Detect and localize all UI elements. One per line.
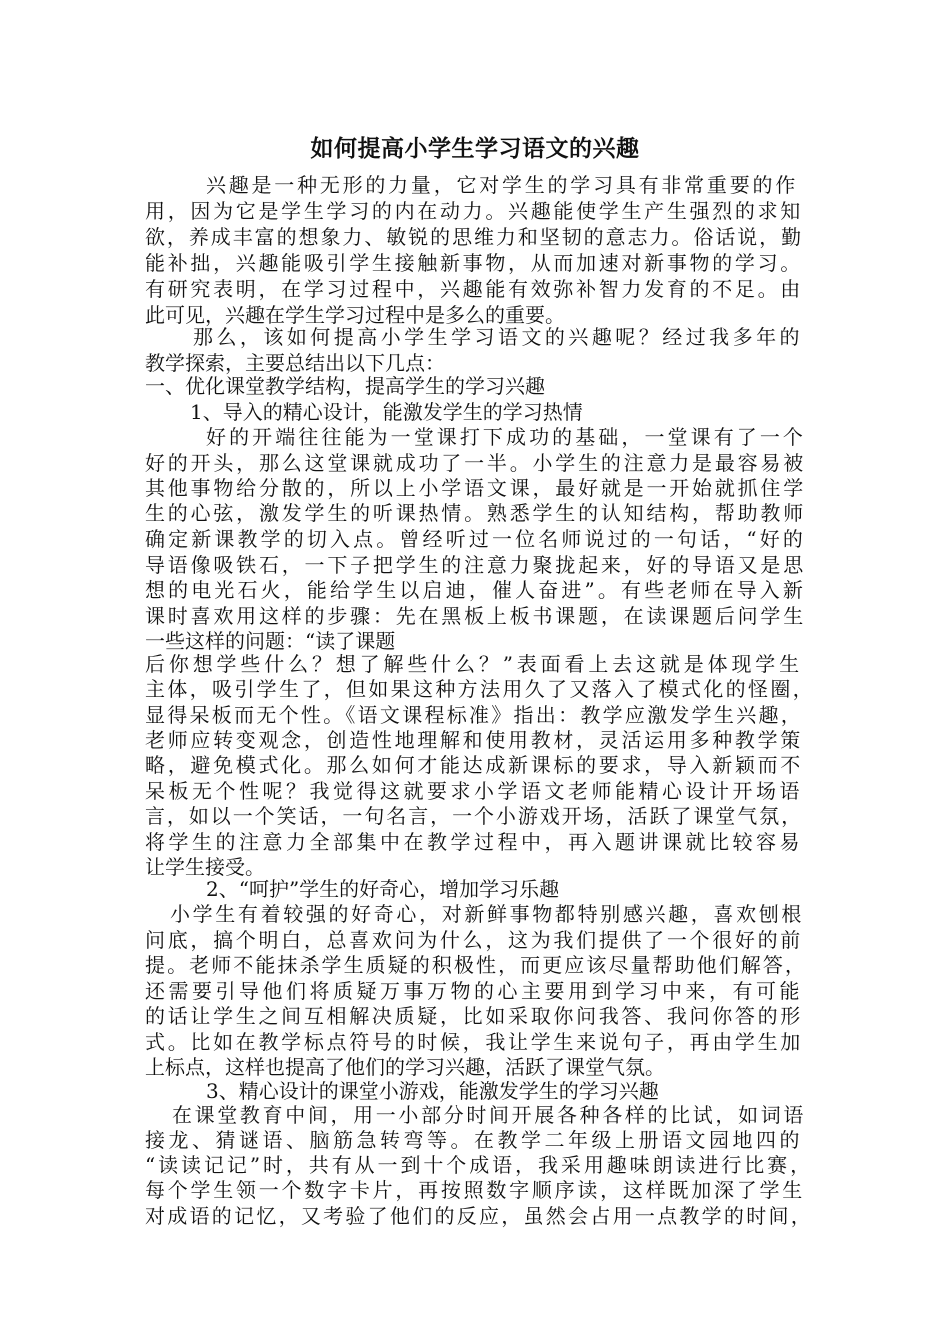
document-title: 如何提高小学生学习语文的兴趣: [310, 136, 640, 162]
text-line: 兴趣是一种无形的力量，它对学生的学习具有非常重要的作: [206, 173, 798, 197]
text-line: 上标点，这样也提高了他们的学习兴趣，活跃了课堂气氛。: [145, 1055, 665, 1079]
text-line: 老师应转变观念，创造性地理解和使用教材，灵活运用多种教学策: [145, 728, 803, 752]
text-line: 式。比如在教学标点符号的时候，我让学生来说句子，再由学生加: [145, 1030, 803, 1054]
text-line: 提。老师不能抹杀学生质疑的积极性，而更应该尽量帮助他们解答，: [145, 953, 807, 977]
text-line: 后你想学些什么？想了解些什么？”表面看上去这就是体现学生: [145, 652, 803, 676]
text-line: 确定新课教学的切入点。曾经听过一位名师说过的一句话，“好的: [145, 527, 806, 551]
text-line: 2、“呵护”学生的好奇心，增加学习乐趣: [206, 877, 560, 901]
text-line: 好的开头，那么这堂课就成功了一半。小学生的注意力是最容易被: [145, 451, 806, 475]
text-line: 一、优化课堂教学结构，提高学生的学习兴趣: [145, 374, 545, 398]
text-line: 欲，养成丰富的想象力、敏锐的思维力和坚韧的意志力。俗话说，勤: [145, 225, 803, 249]
text-line: 一些这样的问题：“读了课题: [145, 629, 396, 653]
text-line: 对成语的记忆，又考验了他们的反应，虽然会占用一点教学的时间，: [145, 1204, 813, 1228]
text-line: 其他事物给分散的，所以上小学语文课，最好就是一开始就抓住学: [145, 476, 806, 500]
text-line: 让学生接受。: [145, 855, 265, 879]
text-line: 将学生的注意力全部集中在教学过程中，再入题讲课就比较容易: [145, 830, 803, 854]
text-line: 有研究表明，在学习过程中，兴趣能有效弥补智力发育的不足。由: [145, 277, 803, 301]
text-line: 略，避免模式化。那么如何才能达成新课标的要求，导入新颖而不: [145, 753, 803, 777]
text-line: 想的电光石火，能给学生以启迪，催人奋进”。有些老师在导入新: [145, 578, 806, 602]
text-line: 言，如以一个笑话，一句名言，一个小游戏开场，活跃了课堂气氛，: [145, 804, 803, 828]
text-line: 接龙、猜谜语、脑筋急转弯等。在教学二年级上册语文园地四的: [145, 1128, 803, 1152]
text-line: “读读记记”时，共有从一到十个成语，我采用趣味朗读进行比赛，: [145, 1153, 813, 1177]
text-line: 课时喜欢用这样的步骤：先在黑板上板书课题，在读课题后问学生: [145, 604, 806, 628]
text-line: 导语像吸铁石，一下子把学生的注意力聚拢起来，好的导语又是思: [145, 553, 806, 577]
text-line: 能补拙，兴趣能吸引学生接触新事物，从而加速对新事物的学习。: [145, 251, 803, 275]
text-line: 那么，该如何提高小学生学习语文的兴趣呢？经过我多年的: [193, 325, 803, 349]
text-line: 生的心弦，激发学生的听课热情。熟悉学生的认知结构，帮助教师: [145, 501, 806, 525]
text-line: 在课堂教育中间，用一小部分时间开展各种各样的比试，如词语: [172, 1103, 806, 1127]
text-line: 问底，搞个明白，总喜欢问为什么，这为我们提供了一个很好的前: [145, 928, 803, 952]
text-line: 主体，吸引学生了，但如果这种方法用久了又落入了模式化的怪圈，: [145, 677, 815, 701]
text-line: 还需要引导他们将质疑万事万物的心主要用到学习中来，有可能: [145, 979, 803, 1003]
text-line: 呆板无个性呢？我觉得这就要求小学语文老师能精心设计开场语: [145, 779, 803, 803]
text-line: 用，因为它是学生学习的内在动力。兴趣能使学生产生强烈的求知: [145, 199, 803, 223]
text-line: 每个学生领一个数字卡片，再按照数字顺序读，这样既加深了学生: [145, 1178, 805, 1202]
text-line: 此可见，兴趣在学生学习过程中是多么的重要。: [145, 303, 565, 327]
text-line: 显得呆板而无个性。《语文课程标准》指出：教学应激发学生兴趣，: [145, 703, 803, 727]
text-line: 小学生有着较强的好奇心，对新鲜事物都特别感兴趣，喜欢刨根: [170, 902, 804, 926]
text-line: 好的开端往往能为一堂课打下成功的基础，一堂课有了一个: [206, 425, 806, 449]
text-line: 教学探索，主要总结出以下几点：: [145, 351, 445, 375]
text-line: 的话让学生之间互相解决质疑，比如采取你问我答、我问你答的形: [145, 1004, 803, 1028]
text-line: 3、精心设计的课堂小游戏，能激发学生的学习兴趣: [206, 1079, 659, 1103]
text-line: 1、导入的精心设计，能激发学生的学习热情: [190, 400, 583, 424]
